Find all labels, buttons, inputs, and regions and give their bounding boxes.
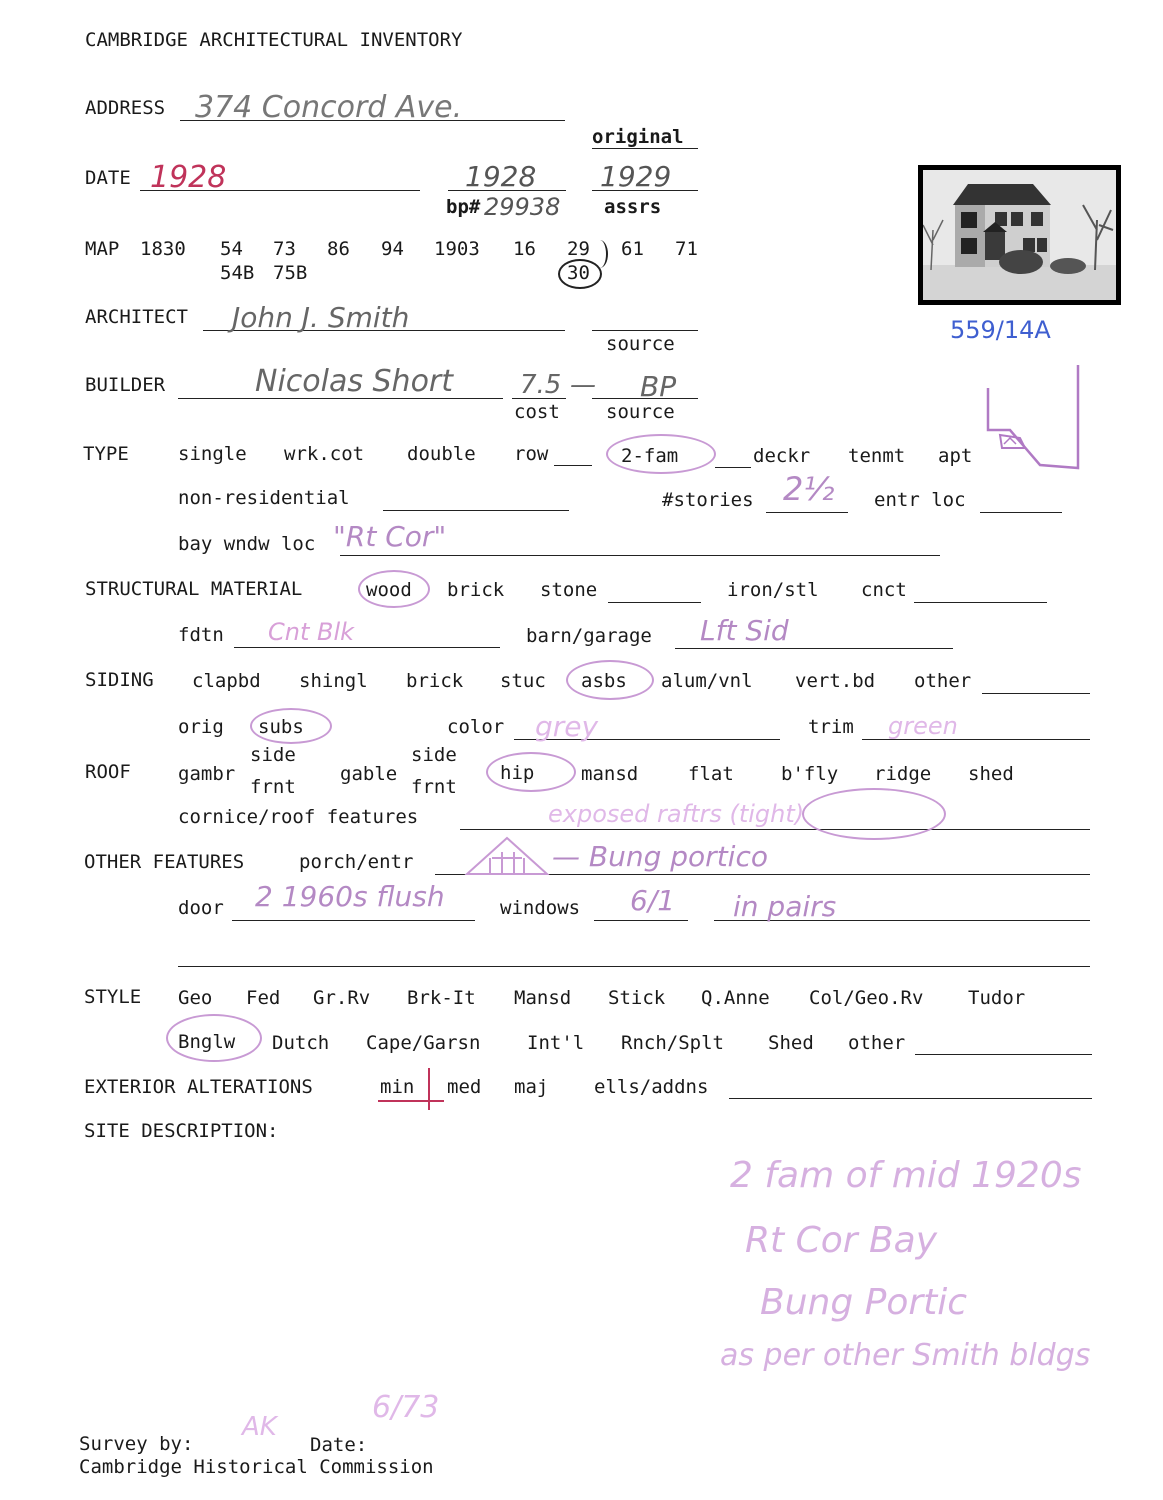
structural-wood-circle bbox=[358, 570, 430, 608]
siding-brick: brick bbox=[406, 670, 464, 692]
windows-value: 6/1 bbox=[630, 884, 676, 917]
cost-label: cost bbox=[514, 401, 560, 423]
style-tudor: Tudor bbox=[968, 987, 1026, 1009]
survey-by-label: Survey by: bbox=[79, 1433, 194, 1455]
door-line bbox=[232, 920, 475, 921]
style-shed: Shed bbox=[768, 1032, 814, 1054]
barn-value: Lft Sid bbox=[700, 614, 789, 647]
barn-line bbox=[675, 648, 953, 649]
type-single: single bbox=[178, 443, 247, 465]
cornice-value: exposed raftrs (tight) bbox=[548, 800, 805, 828]
fdtn-value: Cnt Blk bbox=[268, 618, 355, 646]
type-label: TYPE bbox=[83, 443, 129, 465]
door-value: 2 1960s flush bbox=[255, 880, 445, 913]
map-94: 94 bbox=[381, 238, 404, 260]
note-line-4: as per other Smith bldgs bbox=[720, 1338, 1091, 1373]
windows-extra: in pairs bbox=[733, 890, 837, 923]
portico-sketch bbox=[462, 832, 552, 880]
map-1903: 1903 bbox=[434, 238, 480, 260]
map-1830: 1830 bbox=[140, 238, 186, 260]
roof-gable: gable bbox=[340, 763, 398, 785]
type-apt: apt bbox=[938, 445, 973, 467]
architect-label: ARCHITECT bbox=[85, 306, 188, 328]
style-bnglw: Bnglw bbox=[178, 1031, 236, 1053]
entr-loc-label: entr loc bbox=[874, 489, 966, 511]
style-mansd: Mansd bbox=[514, 987, 572, 1009]
stories-value: 2½ bbox=[783, 470, 835, 508]
non-residential-label: non-residential bbox=[178, 487, 350, 509]
bp-number: 29938 bbox=[484, 193, 561, 221]
type-row-line bbox=[554, 465, 592, 466]
style-cape: Cape/Garsn bbox=[366, 1032, 481, 1054]
house-image bbox=[923, 170, 1116, 300]
bp-label: bp# bbox=[446, 196, 481, 218]
type-deckr-line bbox=[715, 467, 751, 468]
roof-mansd: mansd bbox=[581, 763, 639, 785]
structural-iron: iron/stl bbox=[727, 579, 819, 601]
siding-other-line bbox=[982, 693, 1090, 694]
style-dutch: Dutch bbox=[272, 1032, 330, 1054]
map-71: 71 bbox=[675, 238, 698, 260]
porch-value: — Bung portico bbox=[552, 840, 768, 873]
roof-gable-frnt: frnt bbox=[411, 776, 457, 798]
date-footer-value: 6/73 bbox=[372, 1390, 440, 1425]
ells-label: ells/addns bbox=[594, 1076, 709, 1098]
style-qanne: Q.Anne bbox=[701, 987, 770, 1009]
builder-source-value: BP bbox=[640, 370, 677, 403]
architect-source-line bbox=[592, 330, 698, 331]
builder-source-label: source bbox=[606, 401, 675, 423]
style-brkit: Brk-It bbox=[407, 987, 476, 1009]
cnct-line bbox=[914, 602, 1047, 603]
style-geo: Geo bbox=[178, 987, 213, 1009]
type-deckr: deckr bbox=[753, 445, 811, 467]
windows-line bbox=[594, 920, 688, 921]
style-other-line bbox=[915, 1054, 1092, 1055]
stories-label: #stories bbox=[662, 489, 754, 511]
architect-value: John J. Smith bbox=[232, 301, 410, 334]
map-16: 16 bbox=[513, 238, 536, 260]
cost-value: 7.5 bbox=[520, 370, 562, 400]
map-73: 73 bbox=[273, 238, 296, 260]
map-86: 86 bbox=[327, 238, 350, 260]
non-residential-line bbox=[383, 510, 569, 511]
siding-other: other bbox=[914, 670, 972, 692]
roof-hip-circle bbox=[486, 752, 576, 792]
building-photo bbox=[918, 165, 1121, 305]
siding-label: SIDING bbox=[85, 669, 154, 691]
map-61: 61 bbox=[621, 238, 644, 260]
builder-value: Nicolas Short bbox=[255, 364, 454, 399]
site-sketch bbox=[980, 360, 1090, 475]
roof-gambr-side: side bbox=[250, 744, 296, 766]
cornice-line bbox=[460, 829, 1090, 830]
type-row: row bbox=[514, 443, 549, 465]
date-footer-label: Date: bbox=[310, 1434, 368, 1456]
other-features-label: OTHER FEATURES bbox=[84, 851, 245, 873]
alterations-med: med bbox=[447, 1076, 482, 1098]
siding-vert: vert.bd bbox=[795, 670, 876, 692]
map-54b: 54B bbox=[220, 262, 255, 284]
roof-shed: shed bbox=[968, 763, 1014, 785]
ells-line bbox=[729, 1098, 1092, 1099]
bay-wndw-label: bay wndw loc bbox=[178, 533, 316, 555]
alterations-maj: maj bbox=[514, 1076, 549, 1098]
style-grrv: Gr.Rv bbox=[313, 987, 371, 1009]
roof-flat: flat bbox=[688, 763, 734, 785]
siding-asbs: asbs bbox=[581, 670, 627, 692]
siding-shingl: shingl bbox=[299, 670, 368, 692]
type-double: double bbox=[407, 443, 476, 465]
bp-year-value: 1928 bbox=[465, 160, 537, 193]
map-29: 29 bbox=[567, 238, 590, 260]
roof-bfly: b'fly bbox=[781, 763, 839, 785]
alterations-min-underline bbox=[378, 1100, 444, 1102]
style-label: STYLE bbox=[84, 986, 142, 1008]
trim-label: trim bbox=[808, 716, 854, 738]
structural-label: STRUCTURAL MATERIAL bbox=[85, 578, 303, 600]
features-extra-line bbox=[178, 966, 1090, 967]
porch-label: porch/entr bbox=[299, 851, 414, 873]
alterations-min-mark bbox=[428, 1068, 430, 1110]
windows-label: windows bbox=[500, 897, 581, 919]
address-label: ADDRESS bbox=[85, 97, 166, 119]
date-value: 1928 bbox=[150, 160, 227, 195]
roof-gambr-frnt: frnt bbox=[250, 776, 296, 798]
type-tenmt: tenmt bbox=[848, 445, 906, 467]
type-2-fam: 2-fam bbox=[621, 445, 679, 467]
map-75b: 75B bbox=[273, 262, 308, 284]
photo-ref: 559/14A bbox=[950, 316, 1051, 344]
color-label: color bbox=[447, 716, 505, 738]
survey-by-value: AK bbox=[242, 1412, 277, 1442]
cornice-label: cornice/roof features bbox=[178, 806, 419, 828]
roof-gambr: gambr bbox=[178, 763, 236, 785]
roof-label: ROOF bbox=[85, 761, 131, 783]
cornice-tight-circle bbox=[802, 788, 946, 840]
fdtn-label: fdtn bbox=[178, 624, 224, 646]
style-bnglw-circle bbox=[166, 1014, 262, 1062]
form-title: CAMBRIDGE ARCHITECTURAL INVENTORY bbox=[85, 29, 463, 51]
trim-value: green bbox=[888, 712, 958, 740]
original-line bbox=[592, 148, 698, 149]
door-label: door bbox=[178, 897, 224, 919]
color-value: grey bbox=[535, 710, 599, 743]
style-fed: Fed bbox=[246, 987, 281, 1009]
bay-wndw-value: "Rt Cor" bbox=[333, 520, 447, 553]
cost-dash: — bbox=[570, 370, 596, 400]
subs-circle bbox=[250, 708, 332, 744]
site-description-label: SITE DESCRIPTION: bbox=[84, 1120, 279, 1142]
address-value: 374 Concord Ave. bbox=[195, 90, 463, 125]
roof-gable-side: side bbox=[411, 744, 457, 766]
structural-wood: wood bbox=[366, 579, 412, 601]
type-2-fam-circle bbox=[606, 434, 716, 474]
stone-line bbox=[608, 602, 701, 603]
structural-brick: brick bbox=[447, 579, 505, 601]
note-line-3: Bung Portic bbox=[760, 1282, 968, 1323]
assrs-label: assrs bbox=[604, 196, 662, 218]
subs-label: subs bbox=[258, 716, 304, 738]
siding-asbs-circle bbox=[566, 660, 654, 700]
date-label: DATE bbox=[85, 167, 131, 189]
note-line-2: Rt Cor Bay bbox=[745, 1220, 938, 1261]
stories-line bbox=[766, 512, 848, 513]
orig-label: orig bbox=[178, 716, 224, 738]
note-line-1: 2 fam of mid 1920s bbox=[730, 1155, 1082, 1196]
structural-stone: stone bbox=[540, 579, 598, 601]
original-label: original bbox=[592, 126, 684, 148]
type-wrk-cot: wrk.cot bbox=[284, 443, 365, 465]
alterations-min: min bbox=[380, 1076, 415, 1098]
map-29-30-stroke bbox=[592, 240, 608, 268]
barn-label: barn/garage bbox=[526, 625, 652, 647]
style-colgeo: Col/Geo.Rv bbox=[809, 987, 924, 1009]
map-30: 30 bbox=[567, 262, 590, 284]
architect-source-label: source bbox=[606, 333, 675, 355]
alterations-label: EXTERIOR ALTERATIONS bbox=[84, 1076, 313, 1098]
fdtn-line bbox=[234, 647, 500, 648]
siding-alum: alum/vnl bbox=[661, 670, 753, 692]
roof-hip: hip bbox=[500, 762, 535, 784]
map-54: 54 bbox=[220, 238, 243, 260]
style-other: other bbox=[848, 1032, 906, 1054]
siding-clapbd: clapbd bbox=[192, 670, 261, 692]
style-rnch: Rnch/Splt bbox=[621, 1032, 724, 1054]
entr-loc-line bbox=[980, 512, 1062, 513]
builder-label: BUILDER bbox=[85, 374, 166, 396]
commission-name: Cambridge Historical Commission bbox=[79, 1456, 434, 1478]
bay-wndw-line bbox=[340, 555, 940, 556]
siding-stuc: stuc bbox=[500, 670, 546, 692]
roof-ridge: ridge bbox=[874, 763, 932, 785]
structural-cnct: cnct bbox=[861, 579, 907, 601]
style-stick: Stick bbox=[608, 987, 666, 1009]
assrs-year-value: 1929 bbox=[600, 160, 672, 193]
map-label: MAP bbox=[85, 238, 120, 260]
style-intl: Int'l bbox=[527, 1032, 585, 1054]
